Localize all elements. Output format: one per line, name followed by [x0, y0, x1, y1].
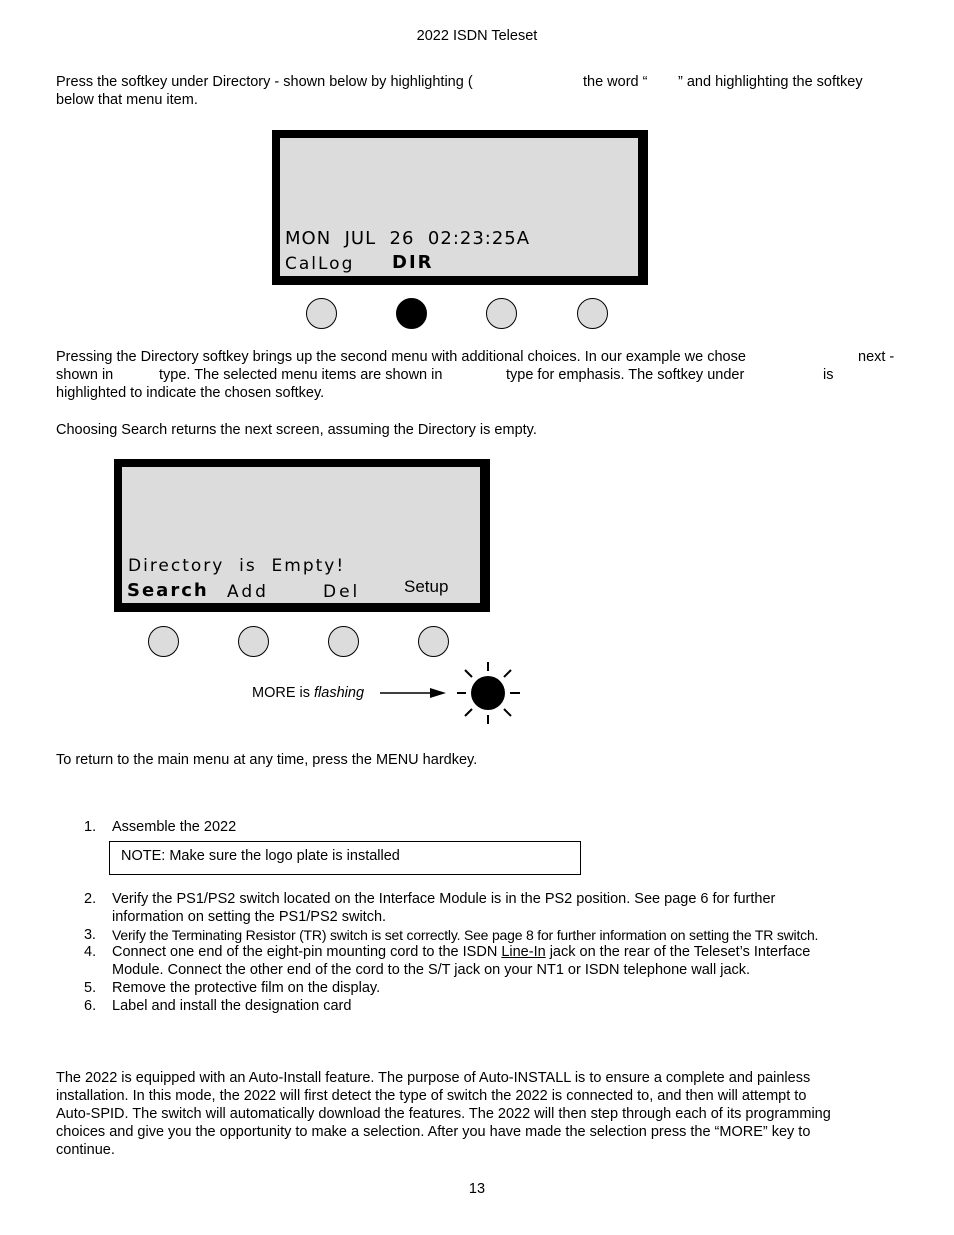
note-box	[109, 841, 581, 875]
lcd-date-time: MON JUL 26 02:23:25A	[285, 228, 531, 249]
softkey-1[interactable]	[148, 626, 179, 657]
list-text: Label and install the designation card	[112, 998, 352, 1014]
directory-text-l1b: next -	[858, 349, 895, 365]
lcd-message: Directory is Empty!	[128, 556, 346, 576]
directory-text-l2c: type for emphasis. The softkey under	[506, 367, 745, 383]
lcd-softkey-label-add: Add	[227, 582, 269, 602]
auto-install-line: installation. In this mode, the 2022 will first detect the type of switch the 2022 is connected to, and then will attempt to	[56, 1088, 807, 1104]
intro-text-c: ” and highlighting the softkey	[678, 74, 863, 90]
list-number: 6.	[84, 998, 97, 1014]
list-text: Assemble the 2022	[112, 819, 237, 835]
softkey-4[interactable]	[418, 626, 449, 657]
lcd-softkey-label-dir: DIR	[392, 252, 434, 273]
auto-install-line: continue.	[56, 1142, 115, 1158]
softkey-3[interactable]	[486, 298, 517, 329]
page-header-title: 2022 ISDN Teleset	[416, 28, 538, 44]
softkey-4[interactable]	[577, 298, 608, 329]
softkey-2[interactable]	[238, 626, 269, 657]
search-paragraph: Choosing Search returns the next screen, assuming the Directory is empty.	[56, 422, 537, 438]
page-number: 13	[468, 1181, 486, 1197]
intro-text-a: Press the softkey under Directory - shown below by highlighting (	[56, 74, 473, 90]
list-text-continued: information on setting the PS1/PS2 switch.	[112, 909, 387, 925]
list-number: 3.	[84, 927, 96, 943]
arrow-right-icon	[380, 685, 448, 701]
directory-text-l2b: type. The selected menu items are shown in	[159, 367, 443, 383]
list-text: Verify the Terminating Resistor (TR) switch is set correctly. See page 8 for further information on setting the TR switch.	[112, 927, 819, 943]
list-text-continued: Module. Connect the other end of the cord to the S/T jack on your NT1 or ISDN telephone wall jack.	[112, 962, 751, 978]
lcd-softkey-label-del: Del	[323, 582, 361, 602]
list-number: 1.	[84, 819, 97, 835]
more-label-emphasis: flashing	[314, 685, 365, 701]
flashing-more-key-icon[interactable]	[453, 660, 523, 728]
list-text: Remove the protective film on the display.	[112, 980, 381, 996]
auto-install-line: The 2022 is equipped with an Auto-Install feature. The purpose of Auto-INSTALL is to ensure a complete and painless	[56, 1070, 811, 1086]
directory-text-l2a: shown in	[56, 367, 114, 383]
more-flashing-label	[252, 685, 364, 701]
lcd-softkey-label-setup: Setup	[404, 577, 449, 596]
list-number: 2.	[84, 891, 97, 907]
intro-text-line2: below that menu item.	[56, 92, 198, 108]
softkey-1[interactable]	[306, 298, 337, 329]
softkey-2-highlighted[interactable]	[396, 298, 427, 329]
softkey-3[interactable]	[328, 626, 359, 657]
list-text: Connect one end of the eight-pin mounting cord to the ISDN Line-In jack on the rear of the Teleset’s Interface	[112, 944, 811, 960]
lcd-softkey-label-search: Search	[127, 580, 209, 601]
list-number: 5.	[84, 980, 97, 996]
list-text: Verify the PS1/PS2 switch located on the Interface Module is in the PS2 position. See page 6 for further	[112, 891, 776, 907]
list-number: 4.	[84, 944, 97, 960]
lcd-display-directory	[114, 459, 490, 612]
directory-text-l3: highlighted to indicate the chosen softkey.	[56, 385, 325, 401]
auto-install-line: choices and give you the opportunity to make a selection. After you have made the selection press the “MORE” key to	[56, 1124, 811, 1140]
auto-install-paragraph	[56, 1069, 916, 1159]
directory-paragraph	[56, 349, 916, 405]
note-text: NOTE: Make sure the logo plate is installed	[121, 848, 400, 864]
more-label-prefix: MORE is	[252, 685, 315, 701]
directory-text-l1a: Pressing the Directory softkey brings up the second menu with additional choices. In our example we chose	[56, 349, 746, 365]
lcd-display-main-menu	[272, 130, 648, 285]
intro-paragraph	[56, 74, 916, 114]
directory-text-l2d: is	[823, 367, 834, 383]
auto-install-line: Auto-SPID. The switch will automatically download the features. The 2022 will then step through each of its programming	[56, 1106, 831, 1122]
menu-return-paragraph: To return to the main menu at any time, press the MENU hardkey.	[56, 752, 478, 768]
line-in-link: Line-In	[501, 944, 546, 960]
lcd-softkey-label-callog: CalLog	[285, 254, 355, 274]
intro-text-b: the word “	[583, 74, 648, 90]
